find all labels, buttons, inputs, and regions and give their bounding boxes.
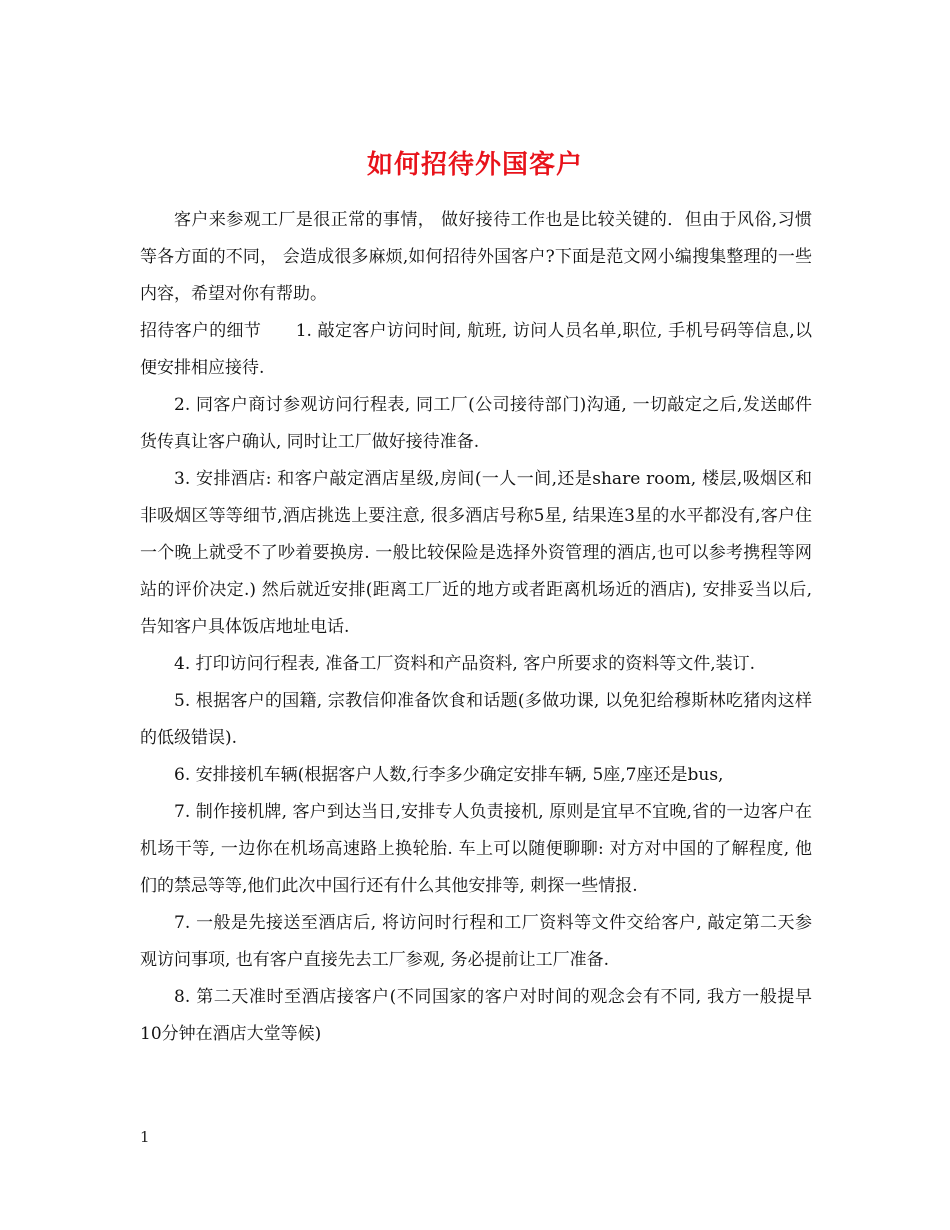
paragraph-item-4: 4. 打印访问行程表, 准备工厂资料和产品资料, 客户所要求的资料等文件,装订. — [174, 654, 756, 674]
paragraph-item-2: 2. 同客户商讨参观访问行程表, 同工厂(公司接待部门)沟通, 一切敲定之后,发送邮件货传真让客户确认, 同时让工厂做好接待准备. — [140, 395, 812, 452]
paragraph-intro: 客户来参观工厂是很正常的事情， 做好接待工作也是比较关键的．但由于风俗,习惯等各方面的不同， 会造成很多麻烦,如何招待外国客户?下面是范文网小编搜集整理的一些内容，希望对你有帮助。 — [140, 210, 812, 304]
paragraph-item-5: 5. 根据客户的国籍, 宗教信仰准备饮食和话题(多做功课, 以免犯给穆斯林吃猪肉这样的低级错误). — [140, 691, 812, 748]
page-number: 1 — [140, 1128, 150, 1146]
paragraph-item-3: 3. 安排酒店: 和客户敲定酒店星级,房间(一人一间,还是share room, 楼层,吸烟区和非吸烟区等等细节,酒店挑选上要注意, 很多酒店号称5星, 结果连3星的水平都没有,客户住一个晚上就受不了吵着要换房. 一般比较保险是选择外资管理的酒店,也可以参考携程等网站的评价决定.) 然后就近安排(距离工厂近的地方或者距离机场近的酒店), 安排妥当以后, 告知客户具体饭店地址电话. — [140, 469, 812, 637]
document-body — [140, 202, 812, 1053]
paragraph-item-7a: 7. 制作接机牌, 客户到达当日,安排专人负责接机, 原则是宜早不宜晚,省的一边客户在机场干等, 一边你在机场高速路上换轮胎. 车上可以随便聊聊: 对方对中国的了解程度, 他们的禁忌等等,他们此次中国行还有什么其他安排等, 刺探一些情报. — [140, 802, 812, 896]
paragraph-item-6: 6. 安排接机车辆(根据客户人数,行李多少确定安排车辆, 5座,7座还是bus, — [174, 765, 724, 785]
document-title: 如何招待外国客户 — [366, 150, 583, 181]
paragraph-item-8: 8. 第二天准时至酒店接客户(不同国家的客户对时间的观念会有不同, 我方一般提早10分钟在酒店大堂等候) — [140, 987, 812, 1044]
paragraph-item-7b: 7. 一般是先接送至酒店后, 将访问时行程和工厂资料等文件交给客户, 敲定第二天参观访问事项, 也有客户直接先去工厂参观, 务必提前让工厂准备. — [140, 913, 812, 970]
paragraph-details-1: 招待客户的细节 1. 敲定客户访问时间, 航班, 访问人员名单,职位, 手机号码等信息,以便安排相应接待. — [140, 321, 812, 378]
